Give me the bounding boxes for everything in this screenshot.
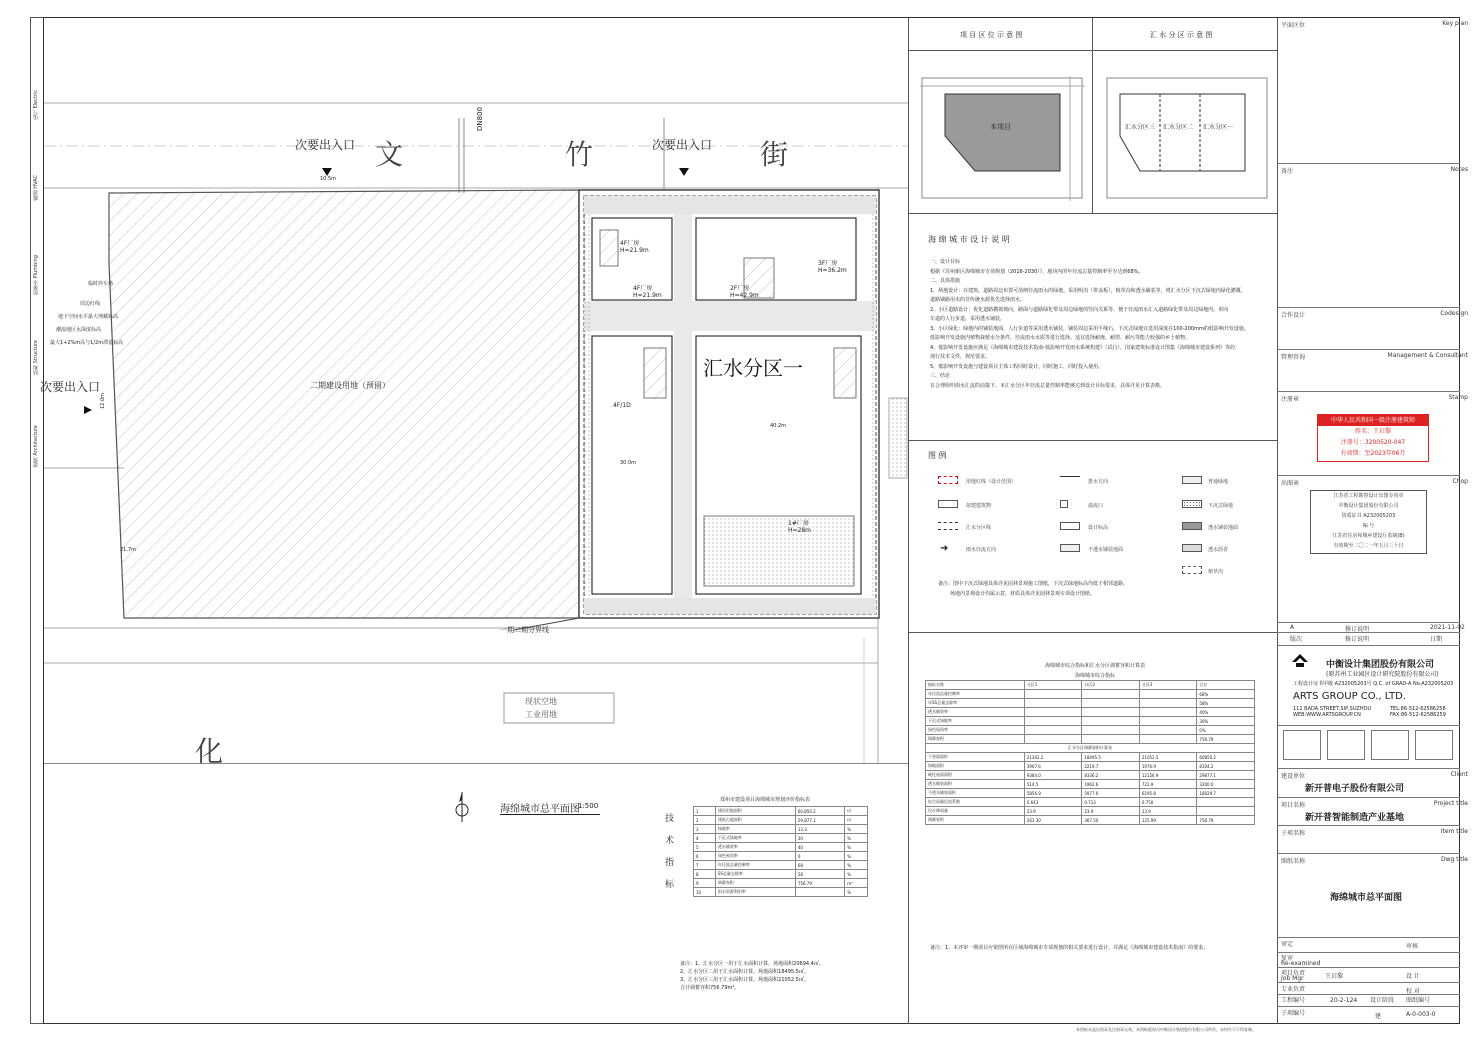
tb-divider: [1277, 797, 1460, 798]
tb-label-en: Codesign: [1440, 310, 1468, 317]
tb-label-en: Dwg title: [1441, 856, 1468, 863]
tb-label: 注册章: [1281, 396, 1300, 403]
cert-logo-icon: [1371, 730, 1409, 760]
tb-label: 管理咨询: [1281, 354, 1306, 361]
street-name: 化: [195, 735, 224, 768]
tb-role: 校 对: [1406, 988, 1420, 995]
table-row: 年径流总量控制率 68%: [926, 690, 1255, 699]
table-row: 1 建设用地面积 60,850.2 ㎡: [694, 807, 868, 816]
location-title: 项 目 区 位 示 意 图: [960, 31, 1023, 39]
legend-item: 不透水铺装地面: [1088, 547, 1124, 553]
catchment-label: 汇水分区一: [703, 356, 803, 380]
table-row: 8 SS总量去除率 58 %: [694, 870, 868, 879]
catchment-map: [1105, 76, 1270, 201]
location-map: [920, 76, 1085, 201]
calc-table: [925, 680, 1255, 825]
table-row: 调蓄容积 756.79: [926, 735, 1255, 744]
job-manager: 王启黎: [1325, 973, 1344, 980]
tb-divider: [1277, 475, 1460, 476]
tb-label: 出图章: [1281, 480, 1300, 487]
phase-label: 设计阶段: [1370, 997, 1395, 1004]
tb-label-en: Item title: [1440, 828, 1468, 835]
tb-label: 图纸名称: [1281, 858, 1306, 865]
rev-note: 修订说明: [1345, 626, 1370, 633]
drawing-number: A-0-003-0: [1406, 1011, 1436, 1018]
tech-footnotes: 备注：1、汇水分区一用于汇水面积计算，场地面积20694.4㎡。 2、汇水分区二用于汇水面积计算，场地面积18495.5㎡。 3、汇水分区三用于汇水面积计算，场地面积21052.5㎡。 合计调蓄容积756.79m³。: [680, 961, 824, 991]
strip-label: 电气 Electric: [33, 90, 39, 121]
tb-label: 项目负责: [1281, 970, 1306, 977]
tb-label-en: Management & Consultant: [1387, 352, 1468, 359]
divider: [44, 763, 908, 764]
tb-label: 审定: [1281, 941, 1294, 948]
tb-label-en: Stamp: [1448, 394, 1468, 401]
client-name: 新开普电子股份有限公司: [1305, 784, 1405, 794]
street-name: 街: [760, 138, 789, 171]
legend-item: 雨水径流方向: [966, 547, 997, 553]
tb-divider: [1277, 1006, 1460, 1007]
dimension: 21.7m: [120, 547, 137, 553]
cert-logo-icon: [1283, 730, 1321, 760]
dimension: 12.0m: [100, 392, 107, 410]
tb-divider: [1277, 622, 1460, 623]
tb-divider: [1277, 937, 1460, 938]
rev-date: 日期: [1430, 636, 1443, 643]
table-row: 7 年径流总量控制率 68 %: [694, 861, 868, 870]
entrance-label: 次要出入口: [295, 138, 356, 152]
existing-land-label: 工业用地: [525, 710, 557, 719]
legend-item: 用地红线（设计范围）: [966, 479, 1017, 485]
table-row: 调蓄容积 263.30 367.50 125.99 756.79: [926, 816, 1255, 825]
legend-symbol: [1182, 544, 1202, 552]
building-height: H=21.9m: [633, 292, 662, 299]
rev-date: 2021-11-02: [1430, 624, 1465, 631]
rev-note: 修订说明: [1345, 636, 1370, 643]
entrance-label: 次要出入口: [40, 380, 101, 394]
dwg-no-label: 图纸编号: [1406, 997, 1431, 1004]
legend-symbol: [1182, 476, 1202, 484]
tb-divider: [1277, 952, 1460, 953]
legend-symbol: [1060, 500, 1068, 508]
legend-item: 汇水分区线: [966, 525, 992, 531]
legend-symbol: [938, 500, 958, 508]
drawing-scale: 1:500: [578, 802, 599, 810]
design-notes-body: 一、设计目标 根据《苏州新区海绵城市专项规划（2016-2030）》，地块内的年径流总量控制率至少达到68%。 二、具体措施 1、场地设计：在建筑、道路周边布置可消纳径流雨水的绿地。采用明沟（带盖板），植草沟和透水铺装等，将汇水分区下沉式绿地内绿化灌溉。 道路铺路用水的非传统水源优先选择雨水。 2、小区道路设计：优化道路横坡坡向，路面与道路绿化带及周边绿地的竖向关系等，便于径流雨水汇入道路绿化带及周边绿地内。单向 车道的人行步道，采用透水铺装。 3、小区绿化：绿地内的铺装地面，人行步道等采用透水铺装，铺装周边采用平缘石，下沉式绿地宜选用深度在100-200mm的低影响开发设施。 低影响开发设施内植物栽植水分条件，径流雨水水质等进行选择。适宜选择耐淹、耐涝、耐污等能力较强的乡土植物。 4、低影响开发设施应满足《海绵城市建设技术指南-低影响开发雨水系统构建》（试行），国家建筑标准设计图集《海绵城市建设系列》等的 现行技术文件，规范要求。 5、低影响开发设施与建设项目主体工程同时设计，同时施工，同时投入使用。 三、结论 在合理组织雨水汇流的前提下，本汇水分区年径流总量控制率能够达到设计目标要求，具体详见计算表格。: [930, 259, 1249, 389]
plan-note: 地下空间水平最大埋藏标高: [58, 314, 119, 320]
tb-label: 备注: [1281, 168, 1294, 175]
pipe-label: DN800: [476, 107, 484, 131]
tb-label: 复审: [1281, 955, 1294, 962]
tb-divider: [1277, 825, 1460, 826]
table-row: 5 透水铺装率 40 %: [694, 843, 868, 852]
tb-label-en: Client: [1450, 771, 1468, 778]
table-row: 不透水铺装面积 5856.9 5977.0 6195.8 18029.7: [926, 789, 1255, 798]
divider: [908, 440, 1277, 441]
table-row: 10 雨水资源利用率 %: [694, 888, 868, 897]
tb-role: 审核: [1406, 943, 1419, 950]
table-row: 下沉式绿地率 30%: [926, 717, 1255, 726]
building-label: 1#厂房: [788, 520, 809, 527]
tb-label: 合作设计: [1281, 312, 1306, 319]
table-row: 汇水分区调蓄容积计算表: [926, 744, 1255, 753]
tb-label-en: Project title: [1433, 800, 1468, 807]
tb-label-en: Chop: [1452, 478, 1468, 485]
tb-divider: [1277, 632, 1460, 633]
table-row: 绿地面积 3907.6 2219.7 1976.9 8104.2: [926, 762, 1255, 771]
tb-divider: [1277, 349, 1460, 350]
table-row: 指标名称 分区1 分区2 分区3 合计: [926, 681, 1255, 690]
tel: TEL:86-512-62586258: [1390, 706, 1446, 712]
table-row: 6 绿色屋顶率 0 %: [694, 852, 868, 861]
dimension: 40.2m: [770, 423, 787, 429]
plan-note: 周边红线: [80, 301, 101, 307]
building-label: 4F厂房: [620, 240, 640, 247]
tech-side-label: 技 术 指 标: [665, 814, 675, 890]
table-row: 透水铺装率 40%: [926, 708, 1255, 717]
legend-symbol: [1182, 566, 1202, 574]
plan-note: 潮湿地区水深度标高: [56, 327, 102, 333]
tech-table-title: 郑州市建设项目海绵城市规划评价指标表: [720, 797, 811, 803]
calc-table-title: 海绵城市综合指标和汇水分区调蓄容积计算表: [1045, 663, 1146, 669]
cert-logo-icon: [1327, 730, 1365, 760]
table-row: 设计降雨量 23.9 23.9 23.9: [926, 807, 1255, 816]
design-notes-title: 海 绵 城 市 设 计 说 明: [928, 235, 1010, 244]
legend-item: 植草沟: [1208, 569, 1224, 575]
calc-subtitle: 海绵城市综合指标: [1075, 673, 1116, 679]
table-row: 9 调蓄容积 756.79 m³: [694, 879, 868, 888]
phase2-label: 二期建设用地（预留）: [310, 381, 390, 390]
strip-label: 结构 Structure: [33, 340, 39, 375]
street-name: 文: [375, 138, 404, 171]
legend-symbol: [1060, 476, 1080, 484]
building-label: 4F/1D: [613, 402, 631, 409]
phase-boundary-label: 一期二期分界线: [500, 626, 549, 634]
tb-divider: [1277, 307, 1460, 308]
legend-symbol: [1060, 522, 1080, 530]
table-row: 3 绿地率 13.3 %: [694, 825, 868, 834]
registration-stamp: 中华人民共和国一级注册建筑师 姓名：王启黎 注册号：3200520-047 有效期：至2023年06月: [1317, 414, 1429, 462]
legend-item: 透水沥青: [1208, 547, 1229, 553]
tb-role: 设 计: [1406, 973, 1420, 980]
job-no: 20-2-124: [1330, 997, 1358, 1004]
company-en: ARTS GROUP CO., LTD.: [1293, 691, 1406, 702]
tb-label: 专业负责: [1281, 986, 1306, 993]
tb-label-en: Re-examined: [1281, 960, 1321, 967]
building-height: H=21.9m: [620, 247, 649, 254]
strip-label: 暖通 HVAC: [33, 175, 39, 201]
tb-label: 项目名称: [1281, 802, 1306, 809]
legend-note: 备注：图中下沉式绿地具体详见园林景观施工图纸，下沉式绿地标高均低于相邻道路。: [938, 581, 1129, 587]
tech-table: [693, 806, 868, 897]
web: WEB:WWW.ARTSGROUP.CN: [1293, 712, 1361, 718]
legend-item: 排水方向: [1088, 479, 1109, 485]
catchment-label: 汇水分区一: [1203, 124, 1234, 131]
divider: [1277, 18, 1278, 1024]
tb-divider: [1277, 982, 1460, 983]
tb-label: 子项名称: [1281, 830, 1306, 837]
legend-symbol: [1182, 500, 1202, 508]
street-name: 竹: [565, 138, 594, 171]
table-row: 综合雨量径流系数 0.643 0.713 0.750: [926, 798, 1255, 807]
sub-no-label: 子项编号: [1281, 1010, 1306, 1017]
building-height: H=42.9m: [730, 292, 759, 299]
catchment-title: 汇 水 分 区 示 意 图: [1150, 31, 1213, 39]
tb-divider: [1277, 853, 1460, 854]
company-name: 中衡设计集团股份有限公司: [1326, 660, 1435, 670]
table-row: 绿色屋顶率 0%: [926, 726, 1255, 735]
license: 工程设计证书甲级 A232005203号 Q.C. of GRAD-A No.A232005203: [1293, 681, 1454, 687]
building-height: H=28m: [788, 527, 812, 534]
catchment-label: 汇水分区二: [1163, 124, 1194, 131]
divider: [908, 632, 1277, 633]
table-row: 硬化屋面面积 9384.0 8336.2 12156.9 29877.1: [926, 771, 1255, 780]
legend-item: 拟建建筑物: [966, 503, 992, 509]
legend-item: 设计标高: [1088, 525, 1109, 531]
drawing-title: 海绵城市总平面图: [500, 804, 580, 815]
chop-stamp: 江苏省工程勘察设计出图专用章 中衡设计集团股份有限公司 资质证书 A232005203 编 号 江苏省住房和城乡建设厅监制(B) 有效期至二〇二一年五月三十日: [1310, 490, 1427, 554]
plan-note: 临时停车场: [88, 281, 114, 287]
job-no-label: 工程编号: [1281, 997, 1306, 1004]
drawing-name: 海绵城市总平面图: [1330, 893, 1403, 903]
location-label: 本项目: [990, 123, 1011, 131]
building-height: H=36.2m: [818, 267, 847, 274]
building-label: 2F厂房: [730, 285, 750, 292]
legend-item: 溢流口: [1088, 503, 1104, 509]
divider: [908, 213, 1277, 214]
building-label: 4F厂房: [633, 285, 653, 292]
dimension: 30.0m: [620, 460, 637, 466]
legend-item: 下沉式绿地: [1208, 503, 1234, 509]
legend-title: 图 例: [928, 451, 947, 460]
legend-note: 场地内景观设计均属示意，材质具体详见园林景观专项设计图纸。: [950, 591, 1096, 597]
sub-no: 建: [1375, 1013, 1382, 1020]
tb-label-en: Notes: [1450, 166, 1468, 173]
company-logo-icon: [1292, 654, 1308, 668]
existing-land-label: 现状空地: [525, 697, 557, 706]
tb-divider: [1277, 391, 1460, 392]
discipline-strip: [30, 17, 43, 1024]
table-row: 下垫面面积 21302.2 18495.5 21052.5 60850.2: [926, 753, 1255, 762]
legend-item: 透水铺装地面: [1208, 525, 1239, 531]
legend-symbol: [938, 476, 958, 484]
table-row: 2 建筑占地面积 29,877.1 ㎡: [694, 816, 868, 825]
catchment-label: 汇水分区三: [1125, 124, 1156, 131]
north-arrow-icon: [455, 790, 469, 824]
legend-symbol: [1060, 544, 1080, 552]
project-name: 新开普智能制造产业基地: [1305, 813, 1405, 823]
tb-label-en: Key plan: [1442, 20, 1468, 27]
dimension: 10.5m: [320, 176, 337, 182]
rev-label: 版次: [1290, 636, 1303, 643]
legend-item: 普通绿地: [1208, 479, 1229, 485]
tb-divider: [1277, 768, 1460, 769]
arrow-icon: ➜: [940, 543, 949, 554]
tb-divider: [1277, 163, 1460, 164]
fax: FAX:86-512-62586259: [1390, 712, 1446, 718]
divider: [908, 18, 909, 1024]
divider: [1092, 18, 1093, 213]
tb-label-en: Job Mgr: [1281, 975, 1304, 982]
tb-divider: [1277, 645, 1460, 646]
tb-label: 建设单位: [1281, 773, 1306, 780]
calc-note: 备注：1、本评审一期项目应依照所在区域海绵城市专项规划的相关要求进行设计，并满足《海绵城市建设技术指南》的要求。: [930, 945, 1209, 951]
strip-label: 给排水 Plumbing: [33, 255, 39, 295]
legend-symbol: [938, 522, 958, 530]
strip-label: 建筑 Architecture: [33, 425, 39, 468]
address: 111 BADA STREET,SIP,SUZHOU: [1293, 706, 1372, 712]
building-label: 3F厂房: [818, 260, 838, 267]
tb-divider: [1277, 725, 1460, 726]
table-row: 透水铺装面积 514.5 1962.6 722.9 3200.0: [926, 780, 1255, 789]
company-sub: (原苏州工业园区设计研究院股份有限公司): [1326, 671, 1439, 678]
entrance-label: 次要出入口: [652, 138, 713, 152]
cert-logo-icon: [1415, 730, 1453, 760]
table-row: 4 下沉式绿地率 30 %: [694, 834, 868, 843]
tb-label: 平面区位: [1281, 22, 1306, 29]
footer-note: 本图纸未盖出图章及注册章无效，本图纸版权归中衡设计集团股份有限公司所有。未经许可不得复制。: [1076, 1027, 1256, 1032]
table-row: 年SS总量去除率 58%: [926, 699, 1255, 708]
title-underline: [500, 814, 600, 815]
rev-label: A: [1290, 624, 1295, 631]
legend-symbol: [1182, 522, 1202, 530]
plan-note: 最大1+2%m高与1/2m滞留标高: [50, 340, 124, 346]
